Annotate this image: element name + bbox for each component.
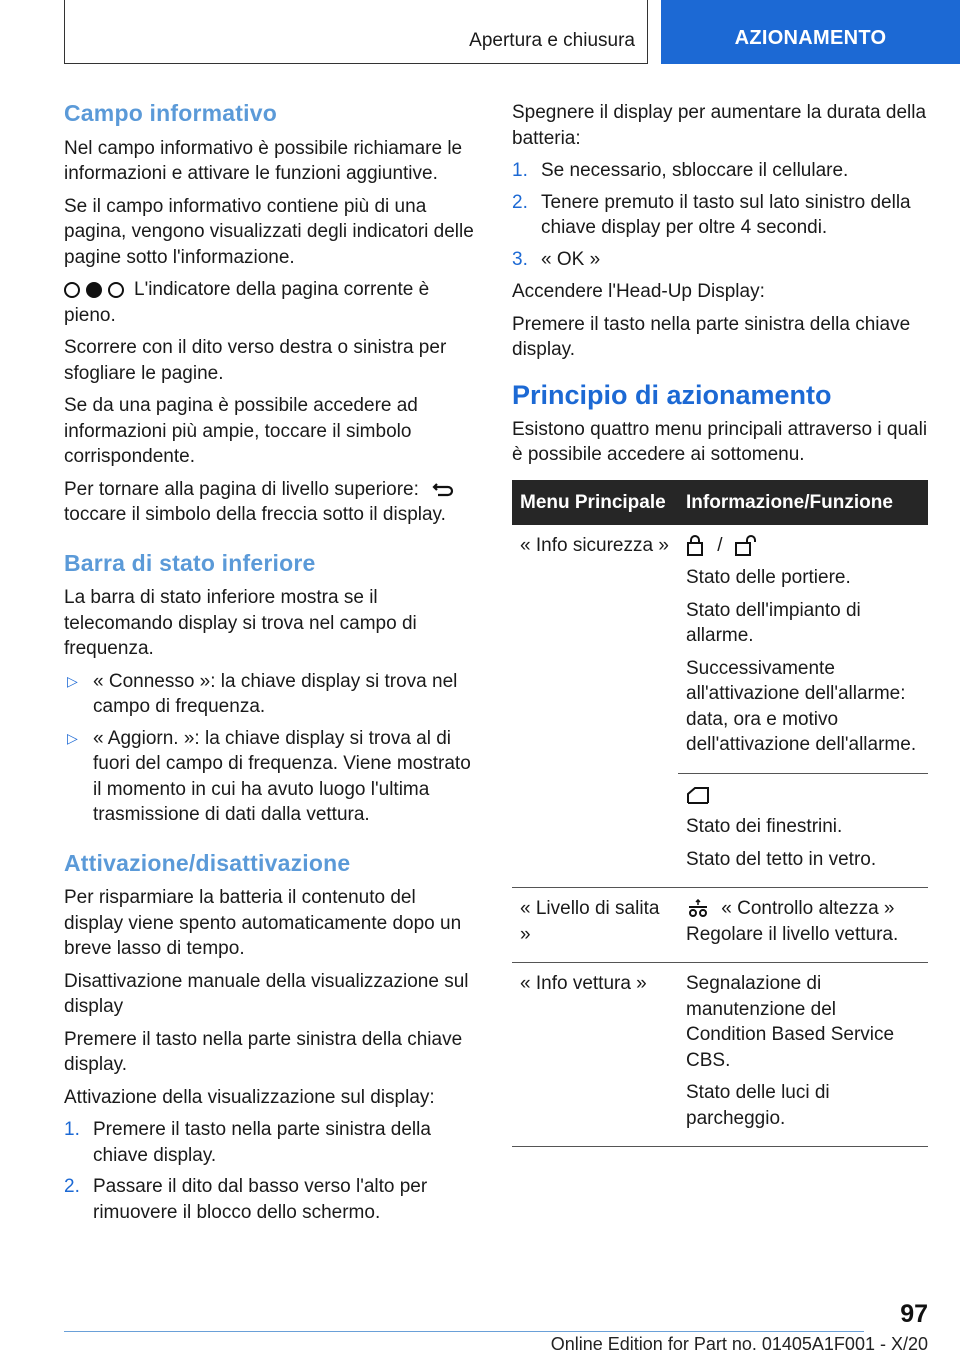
- table-cell-function: [678, 888, 928, 963]
- page-dot-filled-icon: [86, 282, 102, 298]
- list-item: [64, 726, 480, 828]
- table-cell-menu: « Info sicurezza »: [512, 525, 678, 888]
- door-closed-icon: [686, 535, 706, 557]
- heading-attivazione: Attivazione/disattivazione: [64, 849, 351, 876]
- paragraph: Scorrere con il dito verso destra o sinistra per sfogliare le pagine.: [64, 337, 447, 384]
- paragraph-text: L'indicatore della pagina corrente è pieno.: [64, 279, 430, 326]
- paragraph: Se il campo informativo contiene più di una pagina, vengono visualizzati degli indicatori delle pagine sotto l'informazione.: [64, 195, 474, 268]
- step-number: 3.: [512, 248, 528, 270]
- section-attivazione: [64, 850, 480, 1226]
- step-text: Premere il tasto nella parte sinistra della chiave display.: [93, 1119, 431, 1166]
- paragraph: Premere il tasto nella parte sinistra della chiave display.: [512, 313, 911, 360]
- heading-campo-informativo: Campo informativo: [64, 100, 277, 126]
- page-number: 97: [900, 1300, 928, 1328]
- paragraph: Premere il tasto nella parte sinistra della chiave display.: [64, 1028, 463, 1076]
- triangle-bullet-icon: ▷: [67, 729, 78, 746]
- heading-principio: Principio di azionamento: [512, 379, 832, 410]
- cell-text: Stato dei finestrini.: [686, 816, 843, 838]
- table-cell-function: [678, 963, 928, 1147]
- table-row: [512, 888, 928, 963]
- left-column: [64, 100, 480, 1232]
- table-cell-menu: « Livello di salita »: [512, 888, 678, 963]
- cell-text: Stato del tetto in vetro.: [686, 848, 877, 870]
- table-header-function: Informazione/Funzione: [678, 480, 928, 525]
- paragraph: Attivazione della visualizzazione sul display:: [64, 1086, 435, 1108]
- page-dot-empty-icon: [64, 282, 80, 298]
- icon-line: [686, 533, 920, 559]
- icon-separator: /: [717, 534, 723, 556]
- back-arrow-icon: [432, 481, 454, 499]
- height-control-icon: [686, 899, 710, 919]
- step-number: 2.: [512, 191, 528, 213]
- step-text: « OK »: [541, 248, 601, 270]
- footer-edition: Online Edition for Part no. 01405A1F001 - X/20: [550, 1334, 928, 1354]
- status-list: [64, 669, 480, 828]
- step-number: 1.: [64, 1119, 80, 1141]
- step-text: Passare il dito dal basso verso l'alto per rimuovere il blocco dello schermo.: [93, 1176, 428, 1223]
- cell-text: Successivamente all'attivazione dell'allarme: data, ora e motivo dell'attivazione dell'allarme.: [686, 657, 917, 756]
- list-item: [64, 669, 480, 720]
- activation-steps: [64, 1117, 480, 1225]
- back-paragraph: [64, 477, 480, 528]
- icon-line: [686, 782, 920, 808]
- footer-divider: [64, 1331, 864, 1332]
- paragraph: Nel campo informativo è possibile richiamare le informazioni e attivare le funzioni aggiuntive.: [64, 137, 463, 185]
- paragraph: Esistono quattro menu principali attraverso i quali è possibile accedere ai sottomenu.: [512, 418, 928, 466]
- right-column: [512, 100, 928, 1147]
- triangle-bullet-icon: ▷: [67, 672, 78, 689]
- page-indicator-paragraph: [64, 277, 480, 328]
- paragraph: Disattivazione manuale della visualizzazione sul display: [64, 970, 469, 1018]
- icon-line: [686, 896, 920, 947]
- header-tab-azionamento[interactable]: AZIONAMENTO: [661, 0, 960, 64]
- paragraph: La barra di stato inferiore mostra se il telecomando display si trova nel campo di frequenza.: [64, 587, 417, 660]
- door-open-icon: [734, 535, 758, 557]
- cell-text: Stato delle portiere.: [686, 567, 851, 589]
- table-cell-menu: « Info vettura »: [512, 963, 678, 1147]
- page-indicator-icon: [64, 282, 124, 298]
- paragraph: Spegnere il display per aumentare la durata della batteria:: [512, 102, 927, 149]
- cell-text: « Controllo altezza »: [721, 898, 895, 920]
- step-text: Se necessario, sbloccare il cellulare.: [541, 160, 849, 181]
- table-cell-function: [678, 773, 928, 888]
- page-dot-empty-icon: [108, 282, 124, 298]
- paragraph: Se da una pagina è possibile accedere ad informazioni più ampie, toccare il simbolo corrispondente.: [64, 395, 418, 468]
- step-item: [512, 247, 928, 273]
- paragraph: Accendere l'Head-Up Display:: [512, 281, 765, 302]
- heading-barra-stato: Barra di stato inferiore: [64, 549, 316, 576]
- paragraph: Per risparmiare la batteria il contenuto del display viene spento automaticamente dopo un breve lasso di tempo.: [64, 887, 462, 960]
- table-row: [512, 963, 928, 1147]
- step-number: 2.: [64, 1176, 80, 1198]
- header-section-title: Apertura e chiusura: [469, 30, 635, 51]
- step-number: 1.: [512, 160, 528, 181]
- menu-table: [512, 480, 928, 1148]
- cell-text: Stato dell'impianto di allarme.: [686, 599, 861, 647]
- switch-off-steps: [512, 158, 928, 272]
- table-header-menu: Menu Principale: [512, 480, 678, 525]
- paragraph-text: toccare il simbolo della freccia sotto il display.: [64, 504, 446, 526]
- step-text: Tenere premuto il tasto sul lato sinistro della chiave display per oltre 4 secondi.: [541, 191, 911, 238]
- step-item: [512, 158, 928, 184]
- step-item: [512, 190, 928, 241]
- step-item: [64, 1174, 480, 1225]
- table-cell-function: [678, 525, 928, 774]
- table-row: [512, 525, 928, 774]
- cell-text: Segnalazione di manutenzione del Condition Based Service CBS.: [686, 973, 895, 1071]
- list-item-text: « Aggiorn. »: la chiave display si trova al di fuori del campo di frequenza. Viene mostrato il momento in cui ha avuto luogo l'ultima trasmissione di dati dalla vettura.: [93, 727, 471, 826]
- cell-text: Stato delle luci di parcheggio.: [686, 1082, 830, 1129]
- window-icon: [686, 785, 710, 805]
- list-item-text: « Connesso »: la chiave display si trova nel campo di frequenza.: [93, 670, 458, 718]
- section-barra: [64, 550, 480, 828]
- step-item: [64, 1117, 480, 1168]
- paragraph-text: Per tornare alla pagina di livello superiore:: [64, 478, 419, 500]
- cell-text: Regolare il livello vettura.: [686, 923, 899, 945]
